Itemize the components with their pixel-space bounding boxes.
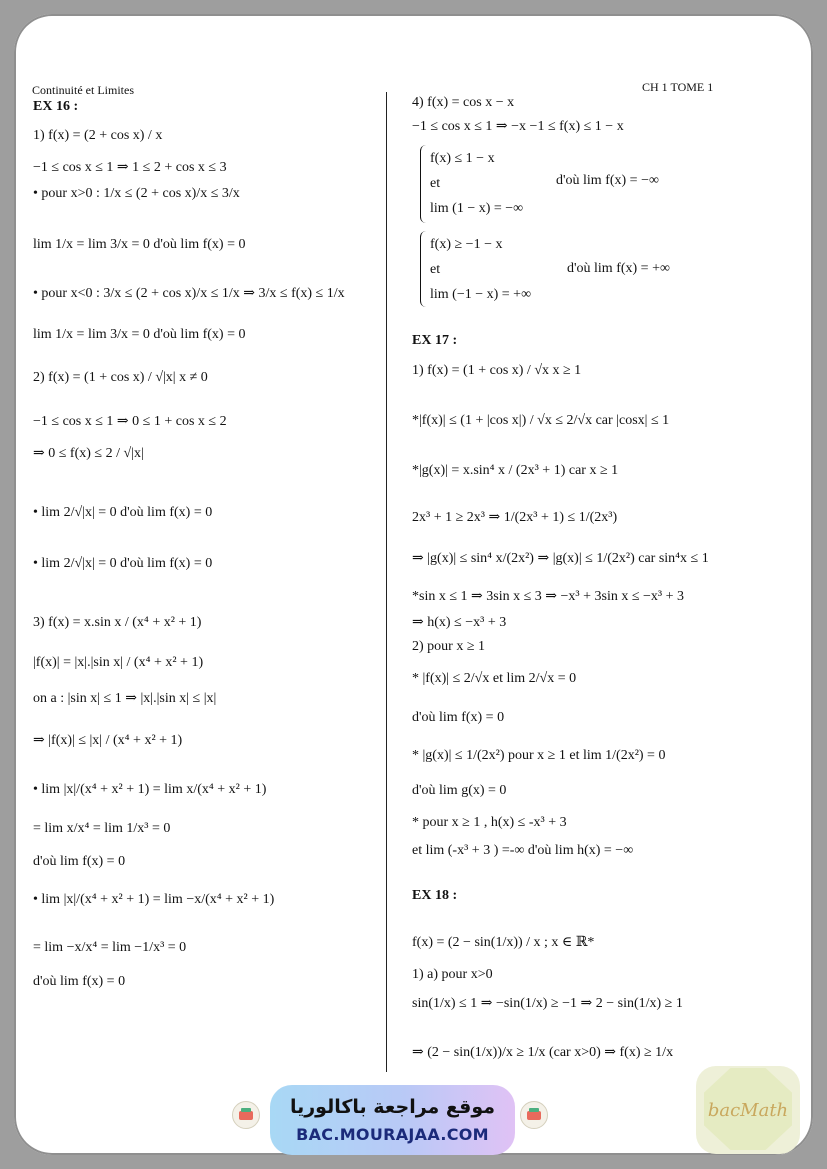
chapter-title: Continuité et Limites	[32, 83, 134, 97]
bacmath-badge	[696, 1066, 800, 1154]
math-line: d'où lim g(x) = 0	[412, 783, 507, 798]
math-line: 1) f(x) = (2 + cos x) / x	[33, 128, 163, 143]
site-banner[interactable]	[270, 1085, 515, 1155]
math-line: *|g(x)| = x.sin⁴ x / (2x³ + 1) car x ≥ 1	[412, 463, 619, 478]
math-line: f(x) ≤ 1 − x	[430, 151, 495, 166]
site-name: موقع مراجعة باكالوريا	[289, 1096, 496, 1118]
math-line: on a : |sin x| ≤ 1 ⇒ |x|.|sin x| ≤ |x|	[33, 691, 217, 706]
math-line: ⇒ (2 − sin(1/x))/x ≥ 1/x (car x>0) ⇒ f(x) ≥ 1/x	[412, 1045, 674, 1060]
system-brace	[420, 231, 429, 307]
math-line: lim (1 − x) = −∞	[430, 201, 524, 216]
math-line: d'où lim f(x) = 0	[33, 854, 126, 869]
site-logo-icon	[520, 1101, 548, 1129]
site-url[interactable]: BAC.MOURAJAA.COM	[296, 1125, 489, 1144]
column-divider	[386, 92, 387, 1072]
math-line: ⇒ |f(x)| ≤ |x| / (x⁴ + x² + 1)	[33, 733, 183, 748]
math-line: 3) f(x) = x.sin x / (x⁴ + x² + 1)	[33, 615, 202, 630]
math-line: f(x) = (2 − sin(1/x)) / x ; x ∈ ℝ*	[412, 935, 595, 950]
math-line: * |g(x)| ≤ 1/(2x²) pour x ≥ 1 et lim 1/(2x²) = 0	[412, 748, 666, 763]
math-line: = lim −x/x⁴ = lim −1/x³ = 0	[33, 940, 187, 955]
exercise-heading: EX 16 :	[33, 99, 79, 114]
math-line: * |f(x)| ≤ 2/√x et lim 2/√x = 0	[412, 671, 577, 686]
math-line: • lim |x|/(x⁴ + x² + 1) = lim x/(x⁴ + x² + 1)	[33, 782, 267, 797]
math-line: • lim 2/√|x| = 0 d'où lim f(x) = 0	[33, 505, 213, 520]
math-line: d'où lim f(x) = 0	[33, 974, 126, 989]
math-line: d'où lim f(x) = +∞	[567, 261, 670, 276]
math-line: *sin x ≤ 1 ⇒ 3sin x ≤ 3 ⇒ −x³ + 3sin x ≤ −x³ + 3	[412, 589, 685, 604]
math-line: * pour x ≥ 1 , h(x) ≤ -x³ + 3	[412, 815, 567, 830]
math-line: 1) f(x) = (1 + cos x) / √x x ≥ 1	[412, 363, 582, 378]
math-line: et lim (-x³ + 3 ) =-∞ d'où lim h(x) = −∞	[412, 843, 634, 858]
math-line: • lim 2/√|x| = 0 d'où lim f(x) = 0	[33, 556, 213, 571]
system-brace	[420, 145, 429, 223]
math-line: ⇒ |g(x)| ≤ sin⁴ x/(2x²) ⇒ |g(x)| ≤ 1/(2x²) car sin⁴x ≤ 1	[412, 551, 709, 566]
math-line: et	[430, 262, 441, 277]
math-line: 1) a) pour x>0	[412, 967, 493, 982]
math-line: d'où lim f(x) = 0	[412, 710, 505, 725]
chapter-label: CH 1 TOME 1	[642, 80, 714, 94]
math-line: ⇒ 0 ≤ f(x) ≤ 2 / √|x|	[33, 446, 144, 461]
math-line: lim 1/x = lim 3/x = 0 d'où lim f(x) = 0	[33, 237, 246, 252]
math-line: lim (−1 − x) = +∞	[430, 287, 532, 302]
math-line: • pour x>0 : 1/x ≤ (2 + cos x)/x ≤ 3/x	[33, 186, 240, 201]
math-line: • pour x<0 : 3/x ≤ (2 + cos x)/x ≤ 1/x ⇒ 3/x ≤ f(x) ≤ 1/x	[33, 286, 345, 301]
math-line: lim 1/x = lim 3/x = 0 d'où lim f(x) = 0	[33, 327, 246, 342]
math-line: d'où lim f(x) = −∞	[556, 173, 659, 188]
math-line: −1 ≤ cos x ≤ 1 ⇒ −x −1 ≤ f(x) ≤ 1 − x	[412, 119, 624, 134]
math-line: f(x) ≥ −1 − x	[430, 237, 503, 252]
math-line: ⇒ h(x) ≤ −x³ + 3	[412, 615, 507, 630]
exercise-heading: EX 18 :	[412, 888, 458, 903]
math-line: sin(1/x) ≤ 1 ⇒ −sin(1/x) ≥ −1 ⇒ 2 − sin(1/x) ≥ 1	[412, 996, 683, 1011]
math-line: 2) f(x) = (1 + cos x) / √|x| x ≠ 0	[33, 370, 208, 385]
math-line: |f(x)| = |x|.|sin x| / (x⁴ + x² + 1)	[33, 655, 204, 670]
site-logo-icon	[232, 1101, 260, 1129]
math-line: −1 ≤ cos x ≤ 1 ⇒ 0 ≤ 1 + cos x ≤ 2	[33, 414, 227, 429]
math-line: • lim |x|/(x⁴ + x² + 1) = lim −x/(x⁴ + x² + 1)	[33, 892, 275, 907]
math-line: −1 ≤ cos x ≤ 1 ⇒ 1 ≤ 2 + cos x ≤ 3	[33, 160, 227, 175]
math-line: 2x³ + 1 ≥ 2x³ ⇒ 1/(2x³ + 1) ≤ 1/(2x³)	[412, 510, 618, 525]
math-line: et	[430, 176, 441, 191]
badge-text: bacMath	[707, 1100, 789, 1121]
exercise-heading: EX 17 :	[412, 333, 458, 348]
math-line: = lim x/x⁴ = lim 1/x³ = 0	[33, 821, 171, 836]
math-line: 4) f(x) = cos x − x	[412, 95, 515, 110]
math-line: 2) pour x ≥ 1	[412, 639, 486, 654]
math-line: *|f(x)| ≤ (1 + |cos x|) / √x ≤ 2/√x car |cosx| ≤ 1	[412, 413, 670, 428]
